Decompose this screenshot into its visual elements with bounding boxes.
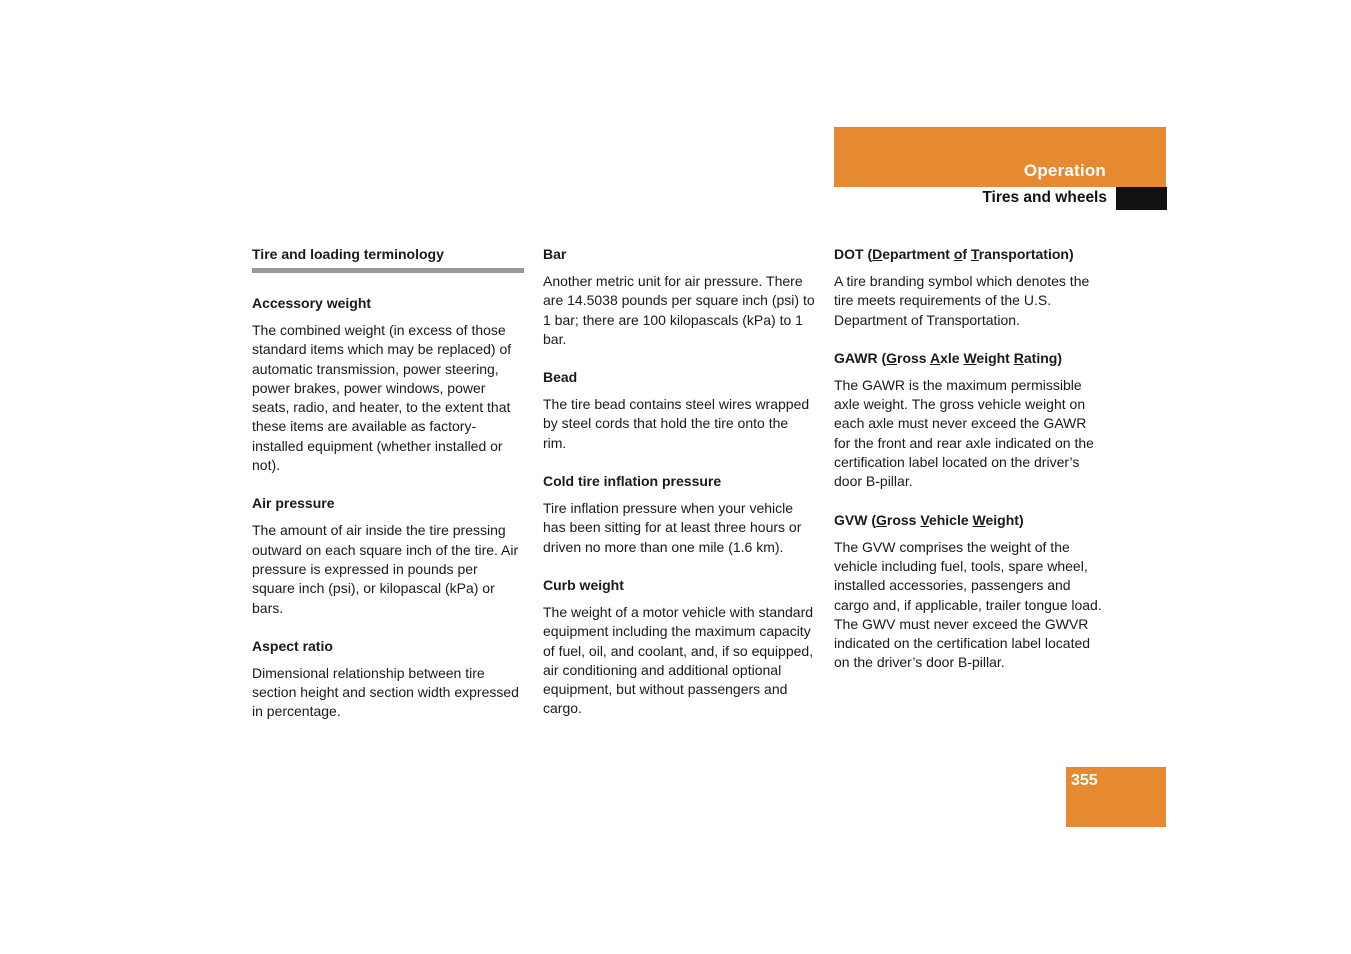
- term-text: ross: [897, 349, 930, 366]
- term-initial: G: [886, 349, 897, 366]
- term-bar: Bar: [543, 246, 567, 262]
- term-text: f: [962, 246, 971, 262]
- term-initial: R: [1013, 349, 1024, 366]
- column-3: [834, 245, 1106, 692]
- definition-bead: The tire bead contains steel wires wrapped by steel cords that hold the tire onto the rim.: [543, 396, 810, 451]
- term-gawr: [834, 349, 1106, 368]
- definition-gawr: The GAWR is the maximum permissible axle weight. The gross vehicle weight on each axle must never exceed the GAWR for the front and rear axle indicated on the certification label located on the driver’s door B-pillar.: [834, 376, 1094, 490]
- term-text: xle: [940, 349, 964, 366]
- section-tab-marker: [1116, 187, 1167, 210]
- term-initial: W: [963, 349, 977, 366]
- column-1: [252, 245, 524, 741]
- term-initial: V: [920, 511, 929, 528]
- term-bead: Bead: [543, 369, 578, 386]
- term-accessory-weight: Accessory weight: [252, 295, 372, 311]
- term-initial: W: [972, 511, 986, 528]
- term-initial: A: [929, 349, 941, 366]
- term-initial: o: [953, 246, 963, 262]
- definition-gvw: The GVW comprises the weight of the vehicle including fuel, tools, spare wheel, installed accessories, passengers and cargo and, if applicable, trailer tongue load. The GWV must never exceed the GWVR indicated on the certification label located on the driver’s door B-pillar.: [834, 538, 1102, 671]
- page-number: 355: [1071, 772, 1098, 789]
- term-initial: D: [872, 246, 883, 262]
- definition-curb-weight: The weight of a motor vehicle with standard equipment including the maximum capacity of fuel, oil, and coolant, and, if so equipped, air conditioning and additional optional equipment, but without passengers and cargo.: [543, 603, 814, 717]
- definition-bar: Another metric unit for air pressure. There are 14.5038 pounds per square inch (psi) to 1 bar; there are 100 kilopascals (kPa) to 1 bar.: [543, 273, 815, 347]
- spacer: [252, 273, 524, 294]
- term-aspect-ratio: Aspect ratio: [252, 637, 333, 654]
- definition-aspect-ratio: Dimensional relationship between tire section height and section width expressed in percentage.: [252, 664, 519, 720]
- term-text: GAWR (: [834, 349, 887, 366]
- chapter-title: Operation: [1023, 161, 1106, 180]
- term-initial: T: [970, 246, 979, 262]
- term-text: ating): [1023, 349, 1062, 366]
- term-gvw: [834, 511, 1106, 530]
- term-text: GVW (: [834, 511, 876, 528]
- term-text: ross: [886, 511, 921, 528]
- term-dot: [834, 245, 1106, 264]
- chapter-header: [834, 127, 1166, 187]
- term-initial: G: [876, 511, 887, 528]
- definition-cold-tire-inflation-pressure: Tire inflation pressure when your vehicle has been sitting for at least three hours or driven no more than one mile (1.6 km).: [543, 500, 802, 555]
- section-title: Tires and wheels: [982, 189, 1107, 206]
- term-text: DOT (: [834, 246, 873, 262]
- term-text: ehicle: [928, 511, 973, 528]
- term-curb-weight: Curb weight: [543, 576, 624, 593]
- definition-accessory-weight: The combined weight (in excess of those standard items which may be replaced) of automatic transmission, power steering, power brakes, power windows, power seats, radio, and heater, to the extent that these items are available as factory-installed equipment (whether installed or not).: [252, 322, 512, 474]
- definition-dot: A tire branding symbol which denotes the tire meets requirements of the U.S. Department of Transportation.: [834, 273, 1090, 328]
- definition-air-pressure: The amount of air inside the tire pressing outward on each square inch of the tire. Air pressure is expressed in pounds per square inch (psi), or kilopascal (kPa) or bars.: [252, 522, 519, 616]
- term-air-pressure: Air pressure: [252, 495, 335, 512]
- term-text: epartment: [882, 246, 954, 262]
- term-text: ransportation): [978, 246, 1074, 262]
- term-cold-tire-inflation-pressure: Cold tire inflation pressure: [543, 473, 722, 490]
- page-number-block: [1066, 767, 1166, 827]
- term-text: eight: [976, 349, 1014, 366]
- column-heading: Tire and loading terminology: [252, 245, 524, 273]
- column-2: [543, 245, 815, 738]
- term-text: eight): [985, 511, 1024, 528]
